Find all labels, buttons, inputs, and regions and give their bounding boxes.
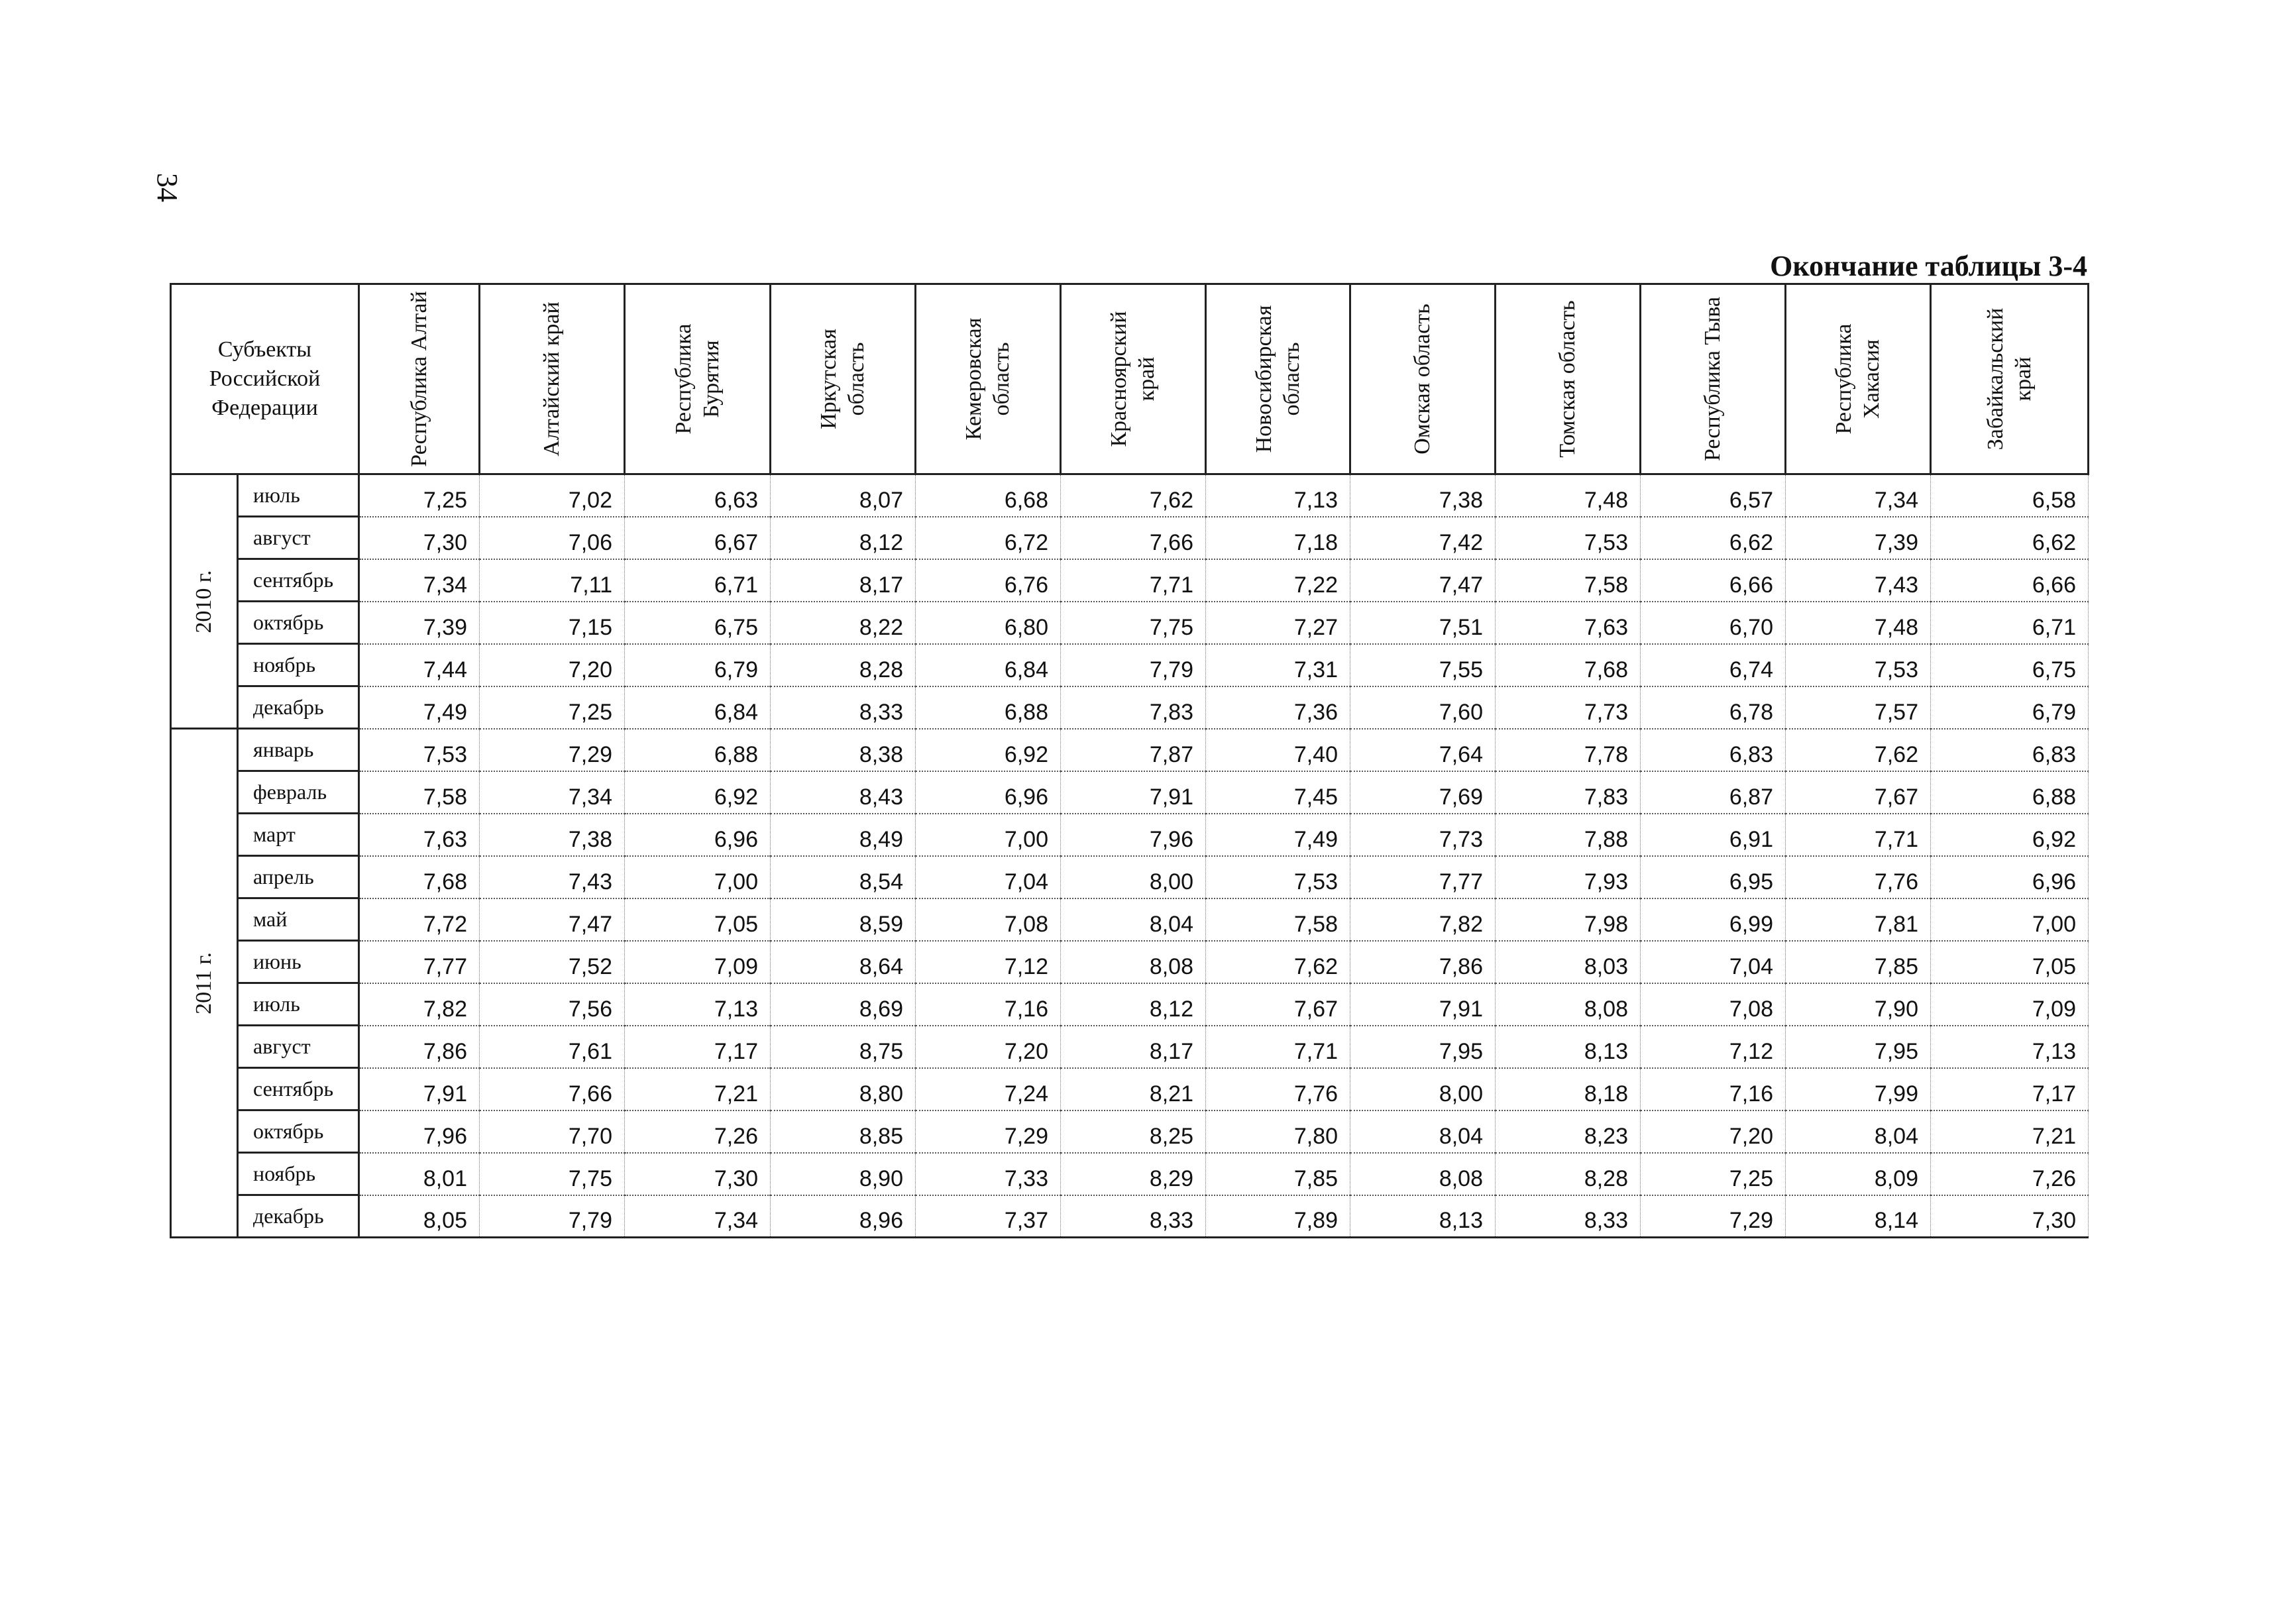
value-cell: 7,17 xyxy=(1931,1068,2089,1110)
region-header xyxy=(771,284,916,474)
value-cell: 6,75 xyxy=(1931,644,2089,686)
year-cell xyxy=(171,474,238,729)
table-row xyxy=(171,1026,2089,1068)
value-cell: 8,33 xyxy=(771,686,916,729)
month-cell: июль xyxy=(238,474,359,517)
value-cell: 7,18 xyxy=(1206,517,1350,559)
value-cell: 7,25 xyxy=(359,474,480,517)
value-cell: 7,95 xyxy=(1786,1026,1931,1068)
value-cell: 7,79 xyxy=(480,1195,625,1238)
value-cell: 8,96 xyxy=(771,1195,916,1238)
value-cell: 6,58 xyxy=(1931,474,2089,517)
value-cell: 6,83 xyxy=(1931,729,2089,771)
value-cell: 8,04 xyxy=(1061,898,1206,941)
value-cell: 7,40 xyxy=(1206,729,1350,771)
value-cell: 7,20 xyxy=(480,644,625,686)
region-header xyxy=(480,284,625,474)
value-cell: 7,47 xyxy=(480,898,625,941)
value-cell: 7,85 xyxy=(1206,1153,1350,1195)
value-cell: 7,91 xyxy=(1350,983,1496,1026)
value-cell: 7,08 xyxy=(1641,983,1786,1026)
month-cell: ноябрь xyxy=(238,644,359,686)
value-cell: 6,63 xyxy=(625,474,771,517)
value-cell: 7,31 xyxy=(1206,644,1350,686)
value-cell: 8,08 xyxy=(1496,983,1641,1026)
value-cell: 8,28 xyxy=(1496,1153,1641,1195)
value-cell: 7,39 xyxy=(359,602,480,644)
value-cell: 7,58 xyxy=(1206,898,1350,941)
month-cell: декабрь xyxy=(238,1195,359,1238)
value-cell: 7,73 xyxy=(1350,814,1496,856)
value-cell: 7,63 xyxy=(1496,602,1641,644)
value-cell: 7,29 xyxy=(916,1110,1061,1153)
value-cell: 7,38 xyxy=(1350,474,1496,517)
value-cell: 8,43 xyxy=(771,771,916,814)
table-row xyxy=(171,983,2089,1026)
value-cell: 7,13 xyxy=(1206,474,1350,517)
value-cell: 7,12 xyxy=(916,941,1061,983)
table-row xyxy=(171,644,2089,686)
value-cell: 7,96 xyxy=(1061,814,1206,856)
value-cell: 6,88 xyxy=(1931,771,2089,814)
table-body xyxy=(171,474,2089,1238)
table-row xyxy=(171,474,2089,517)
value-cell: 7,99 xyxy=(1786,1068,1931,1110)
month-cell: август xyxy=(238,1026,359,1068)
value-cell: 8,49 xyxy=(771,814,916,856)
value-cell: 7,49 xyxy=(1206,814,1350,856)
value-cell: 7,63 xyxy=(359,814,480,856)
value-cell: 6,92 xyxy=(1931,814,2089,856)
table-row xyxy=(171,814,2089,856)
value-cell: 8,33 xyxy=(1496,1195,1641,1238)
region-label: Кемеровская область xyxy=(961,317,1014,441)
value-cell: 8,14 xyxy=(1786,1195,1931,1238)
value-cell: 6,96 xyxy=(916,771,1061,814)
value-cell: 7,86 xyxy=(1350,941,1496,983)
value-cell: 7,47 xyxy=(1350,559,1496,602)
value-cell: 6,68 xyxy=(916,474,1061,517)
value-cell: 6,78 xyxy=(1641,686,1786,729)
value-cell: 6,75 xyxy=(625,602,771,644)
value-cell: 7,39 xyxy=(1786,517,1931,559)
month-cell: июль xyxy=(238,983,359,1026)
value-cell: 7,56 xyxy=(480,983,625,1026)
value-cell: 7,16 xyxy=(916,983,1061,1026)
value-cell: 6,79 xyxy=(625,644,771,686)
value-cell: 7,45 xyxy=(1206,771,1350,814)
value-cell: 7,06 xyxy=(480,517,625,559)
value-cell: 7,72 xyxy=(359,898,480,941)
table-row xyxy=(171,559,2089,602)
value-cell: 6,67 xyxy=(625,517,771,559)
value-cell: 7,75 xyxy=(480,1153,625,1195)
region-label: Новосибирская область xyxy=(1251,305,1304,453)
value-cell: 7,21 xyxy=(1931,1110,2089,1153)
value-cell: 6,66 xyxy=(1641,559,1786,602)
value-cell: 7,13 xyxy=(625,983,771,1026)
value-cell: 7,49 xyxy=(359,686,480,729)
value-cell: 7,34 xyxy=(1786,474,1931,517)
region-header xyxy=(1496,284,1641,474)
value-cell: 6,92 xyxy=(916,729,1061,771)
value-cell: 7,96 xyxy=(359,1110,480,1153)
region-label: Республика Хакасия xyxy=(1831,323,1885,435)
month-cell: апрель xyxy=(238,856,359,898)
value-cell: 7,76 xyxy=(1786,856,1931,898)
year-label: 2011 г. xyxy=(191,951,216,1014)
value-cell: 8,22 xyxy=(771,602,916,644)
value-cell: 8,13 xyxy=(1496,1026,1641,1068)
value-cell: 8,28 xyxy=(771,644,916,686)
value-cell: 6,62 xyxy=(1641,517,1786,559)
value-cell: 8,59 xyxy=(771,898,916,941)
value-cell: 6,96 xyxy=(625,814,771,856)
month-cell: октябрь xyxy=(238,1110,359,1153)
month-cell: февраль xyxy=(238,771,359,814)
table-caption: Окончание таблицы 3-4 xyxy=(1770,250,2087,282)
value-cell: 6,80 xyxy=(916,602,1061,644)
value-cell: 8,18 xyxy=(1496,1068,1641,1110)
value-cell: 7,27 xyxy=(1206,602,1350,644)
value-cell: 6,83 xyxy=(1641,729,1786,771)
region-label: Республика Алтай xyxy=(406,291,431,467)
value-cell: 7,21 xyxy=(625,1068,771,1110)
value-cell: 7,66 xyxy=(480,1068,625,1110)
value-cell: 7,30 xyxy=(359,517,480,559)
value-cell: 7,79 xyxy=(1061,644,1206,686)
value-cell: 7,20 xyxy=(916,1026,1061,1068)
value-cell: 7,00 xyxy=(1931,898,2089,941)
value-cell: 6,74 xyxy=(1641,644,1786,686)
value-cell: 7,85 xyxy=(1786,941,1931,983)
value-cell: 7,66 xyxy=(1061,517,1206,559)
value-cell: 7,88 xyxy=(1496,814,1641,856)
value-cell: 7,26 xyxy=(625,1110,771,1153)
value-cell: 7,55 xyxy=(1350,644,1496,686)
value-cell: 8,05 xyxy=(359,1195,480,1238)
value-cell: 7,89 xyxy=(1206,1195,1350,1238)
value-cell: 7,13 xyxy=(1931,1026,2089,1068)
table-row xyxy=(171,1153,2089,1195)
value-cell: 8,09 xyxy=(1786,1153,1931,1195)
value-cell: 6,88 xyxy=(625,729,771,771)
page-number: 34 xyxy=(151,173,184,202)
value-cell: 6,71 xyxy=(1931,602,2089,644)
value-cell: 7,62 xyxy=(1061,474,1206,517)
value-cell: 8,64 xyxy=(771,941,916,983)
value-cell: 7,04 xyxy=(1641,941,1786,983)
region-header xyxy=(1061,284,1206,474)
value-cell: 7,93 xyxy=(1496,856,1641,898)
value-cell: 7,04 xyxy=(916,856,1061,898)
value-cell: 7,77 xyxy=(359,941,480,983)
value-cell: 8,13 xyxy=(1350,1195,1496,1238)
value-cell: 7,71 xyxy=(1206,1026,1350,1068)
value-cell: 7,91 xyxy=(1061,771,1206,814)
value-cell: 8,54 xyxy=(771,856,916,898)
year-cell xyxy=(171,729,238,1238)
value-cell: 7,71 xyxy=(1786,814,1931,856)
value-cell: 8,17 xyxy=(1061,1026,1206,1068)
value-cell: 6,84 xyxy=(916,644,1061,686)
value-cell: 8,12 xyxy=(771,517,916,559)
value-cell: 6,79 xyxy=(1931,686,2089,729)
value-cell: 7,09 xyxy=(1931,983,2089,1026)
value-cell: 7,83 xyxy=(1496,771,1641,814)
value-cell: 7,09 xyxy=(625,941,771,983)
value-cell: 7,62 xyxy=(1786,729,1931,771)
value-cell: 7,08 xyxy=(916,898,1061,941)
value-cell: 7,22 xyxy=(1206,559,1350,602)
value-cell: 7,48 xyxy=(1496,474,1641,517)
region-header xyxy=(1206,284,1350,474)
table-row xyxy=(171,686,2089,729)
value-cell: 7,83 xyxy=(1061,686,1206,729)
value-cell: 6,91 xyxy=(1641,814,1786,856)
value-cell: 7,73 xyxy=(1496,686,1641,729)
value-cell: 7,36 xyxy=(1206,686,1350,729)
value-cell: 8,00 xyxy=(1061,856,1206,898)
value-cell: 7,44 xyxy=(359,644,480,686)
value-cell: 7,25 xyxy=(480,686,625,729)
value-cell: 8,80 xyxy=(771,1068,916,1110)
value-cell: 7,61 xyxy=(480,1026,625,1068)
region-header xyxy=(1641,284,1786,474)
value-cell: 7,51 xyxy=(1350,602,1496,644)
value-cell: 6,70 xyxy=(1641,602,1786,644)
value-cell: 7,58 xyxy=(359,771,480,814)
value-cell: 7,80 xyxy=(1206,1110,1350,1153)
region-header xyxy=(1786,284,1931,474)
table-row xyxy=(171,898,2089,941)
table-row xyxy=(171,771,2089,814)
value-cell: 6,66 xyxy=(1931,559,2089,602)
region-label: Омская область xyxy=(1410,303,1435,455)
value-cell: 6,57 xyxy=(1641,474,1786,517)
value-cell: 7,15 xyxy=(480,602,625,644)
month-cell: октябрь xyxy=(238,602,359,644)
value-cell: 7,26 xyxy=(1931,1153,2089,1195)
value-cell: 7,53 xyxy=(1496,517,1641,559)
value-cell: 7,33 xyxy=(916,1153,1061,1195)
value-cell: 7,86 xyxy=(359,1026,480,1068)
table-row xyxy=(171,1110,2089,1153)
region-header xyxy=(359,284,480,474)
value-cell: 7,95 xyxy=(1350,1026,1496,1068)
value-cell: 7,05 xyxy=(625,898,771,941)
value-cell: 7,53 xyxy=(1786,644,1931,686)
value-cell: 8,33 xyxy=(1061,1195,1206,1238)
value-cell: 7,30 xyxy=(625,1153,771,1195)
month-cell: март xyxy=(238,814,359,856)
month-cell: май xyxy=(238,898,359,941)
value-cell: 7,82 xyxy=(359,983,480,1026)
value-cell: 7,29 xyxy=(1641,1195,1786,1238)
corner-header: Субъекты Российской Федерации xyxy=(171,284,359,474)
value-cell: 8,17 xyxy=(771,559,916,602)
value-cell: 8,08 xyxy=(1061,941,1206,983)
region-label: Томская область xyxy=(1555,300,1580,458)
value-cell: 7,98 xyxy=(1496,898,1641,941)
value-cell: 7,29 xyxy=(480,729,625,771)
year-label: 2010 г. xyxy=(191,569,216,633)
value-cell: 8,25 xyxy=(1061,1110,1206,1153)
value-cell: 7,37 xyxy=(916,1195,1061,1238)
value-cell: 7,12 xyxy=(1641,1026,1786,1068)
value-cell: 6,71 xyxy=(625,559,771,602)
value-cell: 8,38 xyxy=(771,729,916,771)
value-cell: 7,34 xyxy=(359,559,480,602)
value-cell: 6,88 xyxy=(916,686,1061,729)
value-cell: 7,58 xyxy=(1496,559,1641,602)
value-cell: 6,92 xyxy=(625,771,771,814)
value-cell: 8,04 xyxy=(1786,1110,1931,1153)
value-cell: 8,29 xyxy=(1061,1153,1206,1195)
value-cell: 7,42 xyxy=(1350,517,1496,559)
value-cell: 7,60 xyxy=(1350,686,1496,729)
value-cell: 8,75 xyxy=(771,1026,916,1068)
value-cell: 7,62 xyxy=(1206,941,1350,983)
table-row xyxy=(171,729,2089,771)
value-cell: 8,04 xyxy=(1350,1110,1496,1153)
value-cell: 8,01 xyxy=(359,1153,480,1195)
value-cell: 6,99 xyxy=(1641,898,1786,941)
value-cell: 8,12 xyxy=(1061,983,1206,1026)
value-cell: 7,69 xyxy=(1350,771,1496,814)
table-row xyxy=(171,1195,2089,1238)
month-cell: декабрь xyxy=(238,686,359,729)
region-label: Забайкальский край xyxy=(1983,307,2036,451)
value-cell: 8,85 xyxy=(771,1110,916,1153)
value-cell: 7,87 xyxy=(1061,729,1206,771)
value-cell: 8,03 xyxy=(1496,941,1641,983)
value-cell: 6,87 xyxy=(1641,771,1786,814)
value-cell: 8,21 xyxy=(1061,1068,1206,1110)
value-cell: 6,62 xyxy=(1931,517,2089,559)
month-cell: январь xyxy=(238,729,359,771)
value-cell: 7,52 xyxy=(480,941,625,983)
month-cell: ноябрь xyxy=(238,1153,359,1195)
value-cell: 6,84 xyxy=(625,686,771,729)
value-cell: 7,38 xyxy=(480,814,625,856)
value-cell: 7,34 xyxy=(480,771,625,814)
value-cell: 7,67 xyxy=(1786,771,1931,814)
value-cell: 7,64 xyxy=(1350,729,1496,771)
table-row xyxy=(171,517,2089,559)
value-cell: 7,00 xyxy=(916,814,1061,856)
value-cell: 7,16 xyxy=(1641,1068,1786,1110)
value-cell: 7,82 xyxy=(1350,898,1496,941)
value-cell: 8,08 xyxy=(1350,1153,1496,1195)
value-cell: 7,77 xyxy=(1350,856,1496,898)
table-row xyxy=(171,941,2089,983)
value-cell: 7,24 xyxy=(916,1068,1061,1110)
value-cell: 6,95 xyxy=(1641,856,1786,898)
table-row xyxy=(171,856,2089,898)
value-cell: 7,00 xyxy=(625,856,771,898)
value-cell: 7,81 xyxy=(1786,898,1931,941)
value-cell: 7,43 xyxy=(1786,559,1931,602)
region-label: Красноярский край xyxy=(1107,311,1160,447)
value-cell: 7,48 xyxy=(1786,602,1931,644)
value-cell: 7,91 xyxy=(359,1068,480,1110)
value-cell: 7,30 xyxy=(1931,1195,2089,1238)
month-cell: июнь xyxy=(238,941,359,983)
value-cell: 7,70 xyxy=(480,1110,625,1153)
month-cell: сентябрь xyxy=(238,1068,359,1110)
month-cell: август xyxy=(238,517,359,559)
value-cell: 8,07 xyxy=(771,474,916,517)
region-label: Республика Бурятия xyxy=(671,323,724,435)
value-cell: 7,11 xyxy=(480,559,625,602)
table-row xyxy=(171,602,2089,644)
value-cell: 7,05 xyxy=(1931,941,2089,983)
value-cell: 7,53 xyxy=(359,729,480,771)
value-cell: 7,71 xyxy=(1061,559,1206,602)
value-cell: 8,00 xyxy=(1350,1068,1496,1110)
table-row xyxy=(171,1068,2089,1110)
value-cell: 7,75 xyxy=(1061,602,1206,644)
value-cell: 7,17 xyxy=(625,1026,771,1068)
value-cell: 7,76 xyxy=(1206,1068,1350,1110)
value-cell: 6,96 xyxy=(1931,856,2089,898)
value-cell: 8,69 xyxy=(771,983,916,1026)
value-cell: 8,90 xyxy=(771,1153,916,1195)
region-header xyxy=(1931,284,2089,474)
region-header xyxy=(625,284,771,474)
value-cell: 6,72 xyxy=(916,517,1061,559)
value-cell: 7,53 xyxy=(1206,856,1350,898)
value-cell: 8,23 xyxy=(1496,1110,1641,1153)
month-cell: сентябрь xyxy=(238,559,359,602)
value-cell: 7,78 xyxy=(1496,729,1641,771)
value-cell: 7,68 xyxy=(1496,644,1641,686)
value-cell: 7,02 xyxy=(480,474,625,517)
value-cell: 6,76 xyxy=(916,559,1061,602)
value-cell: 7,43 xyxy=(480,856,625,898)
region-header xyxy=(1350,284,1496,474)
value-cell: 7,20 xyxy=(1641,1110,1786,1153)
value-cell: 7,68 xyxy=(359,856,480,898)
value-cell: 7,67 xyxy=(1206,983,1350,1026)
region-label: Алтайский край xyxy=(539,301,565,457)
value-cell: 7,25 xyxy=(1641,1153,1786,1195)
region-header xyxy=(916,284,1061,474)
region-label: Иркутская область xyxy=(816,329,869,429)
value-cell: 7,57 xyxy=(1786,686,1931,729)
data-table xyxy=(170,283,2089,1238)
value-cell: 7,90 xyxy=(1786,983,1931,1026)
region-label: Республика Тыва xyxy=(1700,296,1725,462)
header-row xyxy=(171,284,2089,474)
value-cell: 7,34 xyxy=(625,1195,771,1238)
